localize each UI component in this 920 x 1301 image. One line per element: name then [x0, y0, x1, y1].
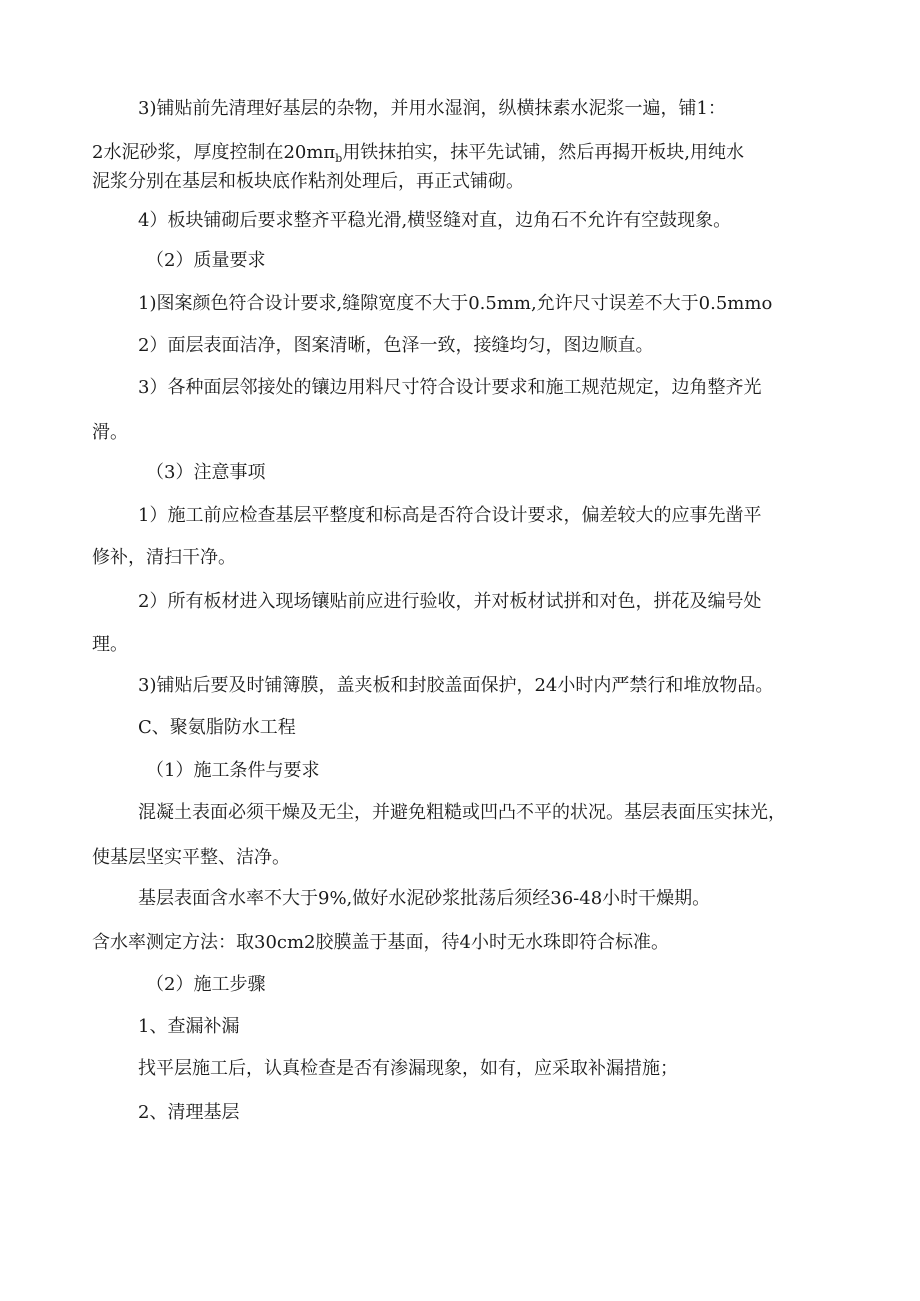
text-line: [92, 546, 236, 570]
text-span: 修补，清扫干净。: [92, 547, 236, 568]
text-span: 泥浆分别在基层和板块底作粘剂处理后，再正式铺砌。: [92, 171, 524, 192]
text-span: 3）各种面层邻接处的镶边用料尺寸符合设计要求和施工规范规定，边角整齐光: [138, 377, 762, 398]
text-line: [92, 170, 524, 194]
text-line: [138, 801, 786, 825]
text-span: 1、查漏补漏: [138, 1016, 240, 1037]
text-span: 2）所有板材进入现场镶贴前应进行验收，并对板材试拼和对色，拼花及编号处: [138, 591, 762, 612]
text-span: （1）施工条件与要求: [146, 760, 320, 781]
text-span: 2、清理基层: [138, 1102, 240, 1123]
text-span: 使基层坚实平整、洁净。: [92, 847, 290, 868]
text-line: [92, 846, 290, 870]
text-span: 1）施工前应检查基层平整度和标高是否符合设计要求，偏差较大的应事先凿平: [138, 505, 762, 526]
section-heading: [146, 973, 265, 997]
text-span: C、聚氨脂防水工程: [138, 717, 296, 738]
section-heading: [138, 716, 296, 740]
text-line: [138, 376, 761, 400]
section-heading: [146, 759, 319, 783]
text-span: 2水泥砂浆，厚度控制在20mπ: [92, 142, 336, 163]
section-heading: [138, 1101, 239, 1125]
text-span: 4）板块铺砌后要求整齐平稳光滑,横竖缝对直，边角石不允许有空鼓现象。: [138, 210, 732, 231]
text-span: （2）施工步骤: [146, 974, 266, 995]
text-line: [138, 504, 761, 528]
text-span: 用铁抹拍实，抹平先试铺，然后再揭开板块,用纯水: [342, 142, 745, 163]
text-span: 找平层施工后，认真检查是否有渗漏现象，如有，应采取补漏措施；: [138, 1058, 678, 1079]
text-line: [138, 887, 710, 911]
text-span: 含水率测定方法：取30cm2胶膜盖于基面，待4小时无水珠即符合标准。: [92, 932, 669, 953]
section-heading: [138, 1015, 239, 1039]
text-span: （2）质量要求: [146, 250, 266, 271]
text-span: 滑。: [92, 422, 128, 443]
text-span: 2）面层表面洁净，图案清晰，色泽一致，接缝均匀，图边顺直。: [138, 335, 654, 356]
text-line: [92, 141, 744, 171]
text-span: 1)图案颜色符合设计要求,缝隙宽度不大于0.5mm,允许尺寸误差不大于0.5mmo: [138, 293, 773, 314]
text-line: [138, 590, 761, 614]
section-heading: [146, 249, 265, 273]
text-line: [92, 931, 669, 955]
text-span: 理。: [92, 634, 128, 655]
text-span: 混凝土表面必须干燥及无尘，并避免粗糙或凹凸不平的状况。基层表面压实抹光，: [138, 802, 786, 823]
text-line: [138, 1057, 678, 1081]
text-line: [92, 421, 128, 445]
text-line: [92, 633, 128, 657]
text-span: （3）注意事项: [146, 462, 266, 483]
subscript-text: b: [335, 152, 343, 165]
text-span: 3)铺贴后要及时铺簿膜，盖夹板和封胶盖面保护，24小时内严禁行和堆放物品。: [138, 675, 774, 696]
text-line: [138, 334, 653, 358]
text-span: 3)铺贴前先清理好基层的杂物，并用水湿润，纵横抹素水泥浆一遍，铺1：: [138, 98, 726, 119]
text-line: [138, 209, 731, 233]
text-line: [138, 97, 726, 121]
text-span: 基层表面含水率不大于9%,做好水泥砂浆批荡后须经36-48小时干燥期。: [138, 888, 711, 909]
text-line: [138, 674, 773, 698]
text-line: [138, 292, 772, 316]
section-heading: [146, 461, 265, 485]
